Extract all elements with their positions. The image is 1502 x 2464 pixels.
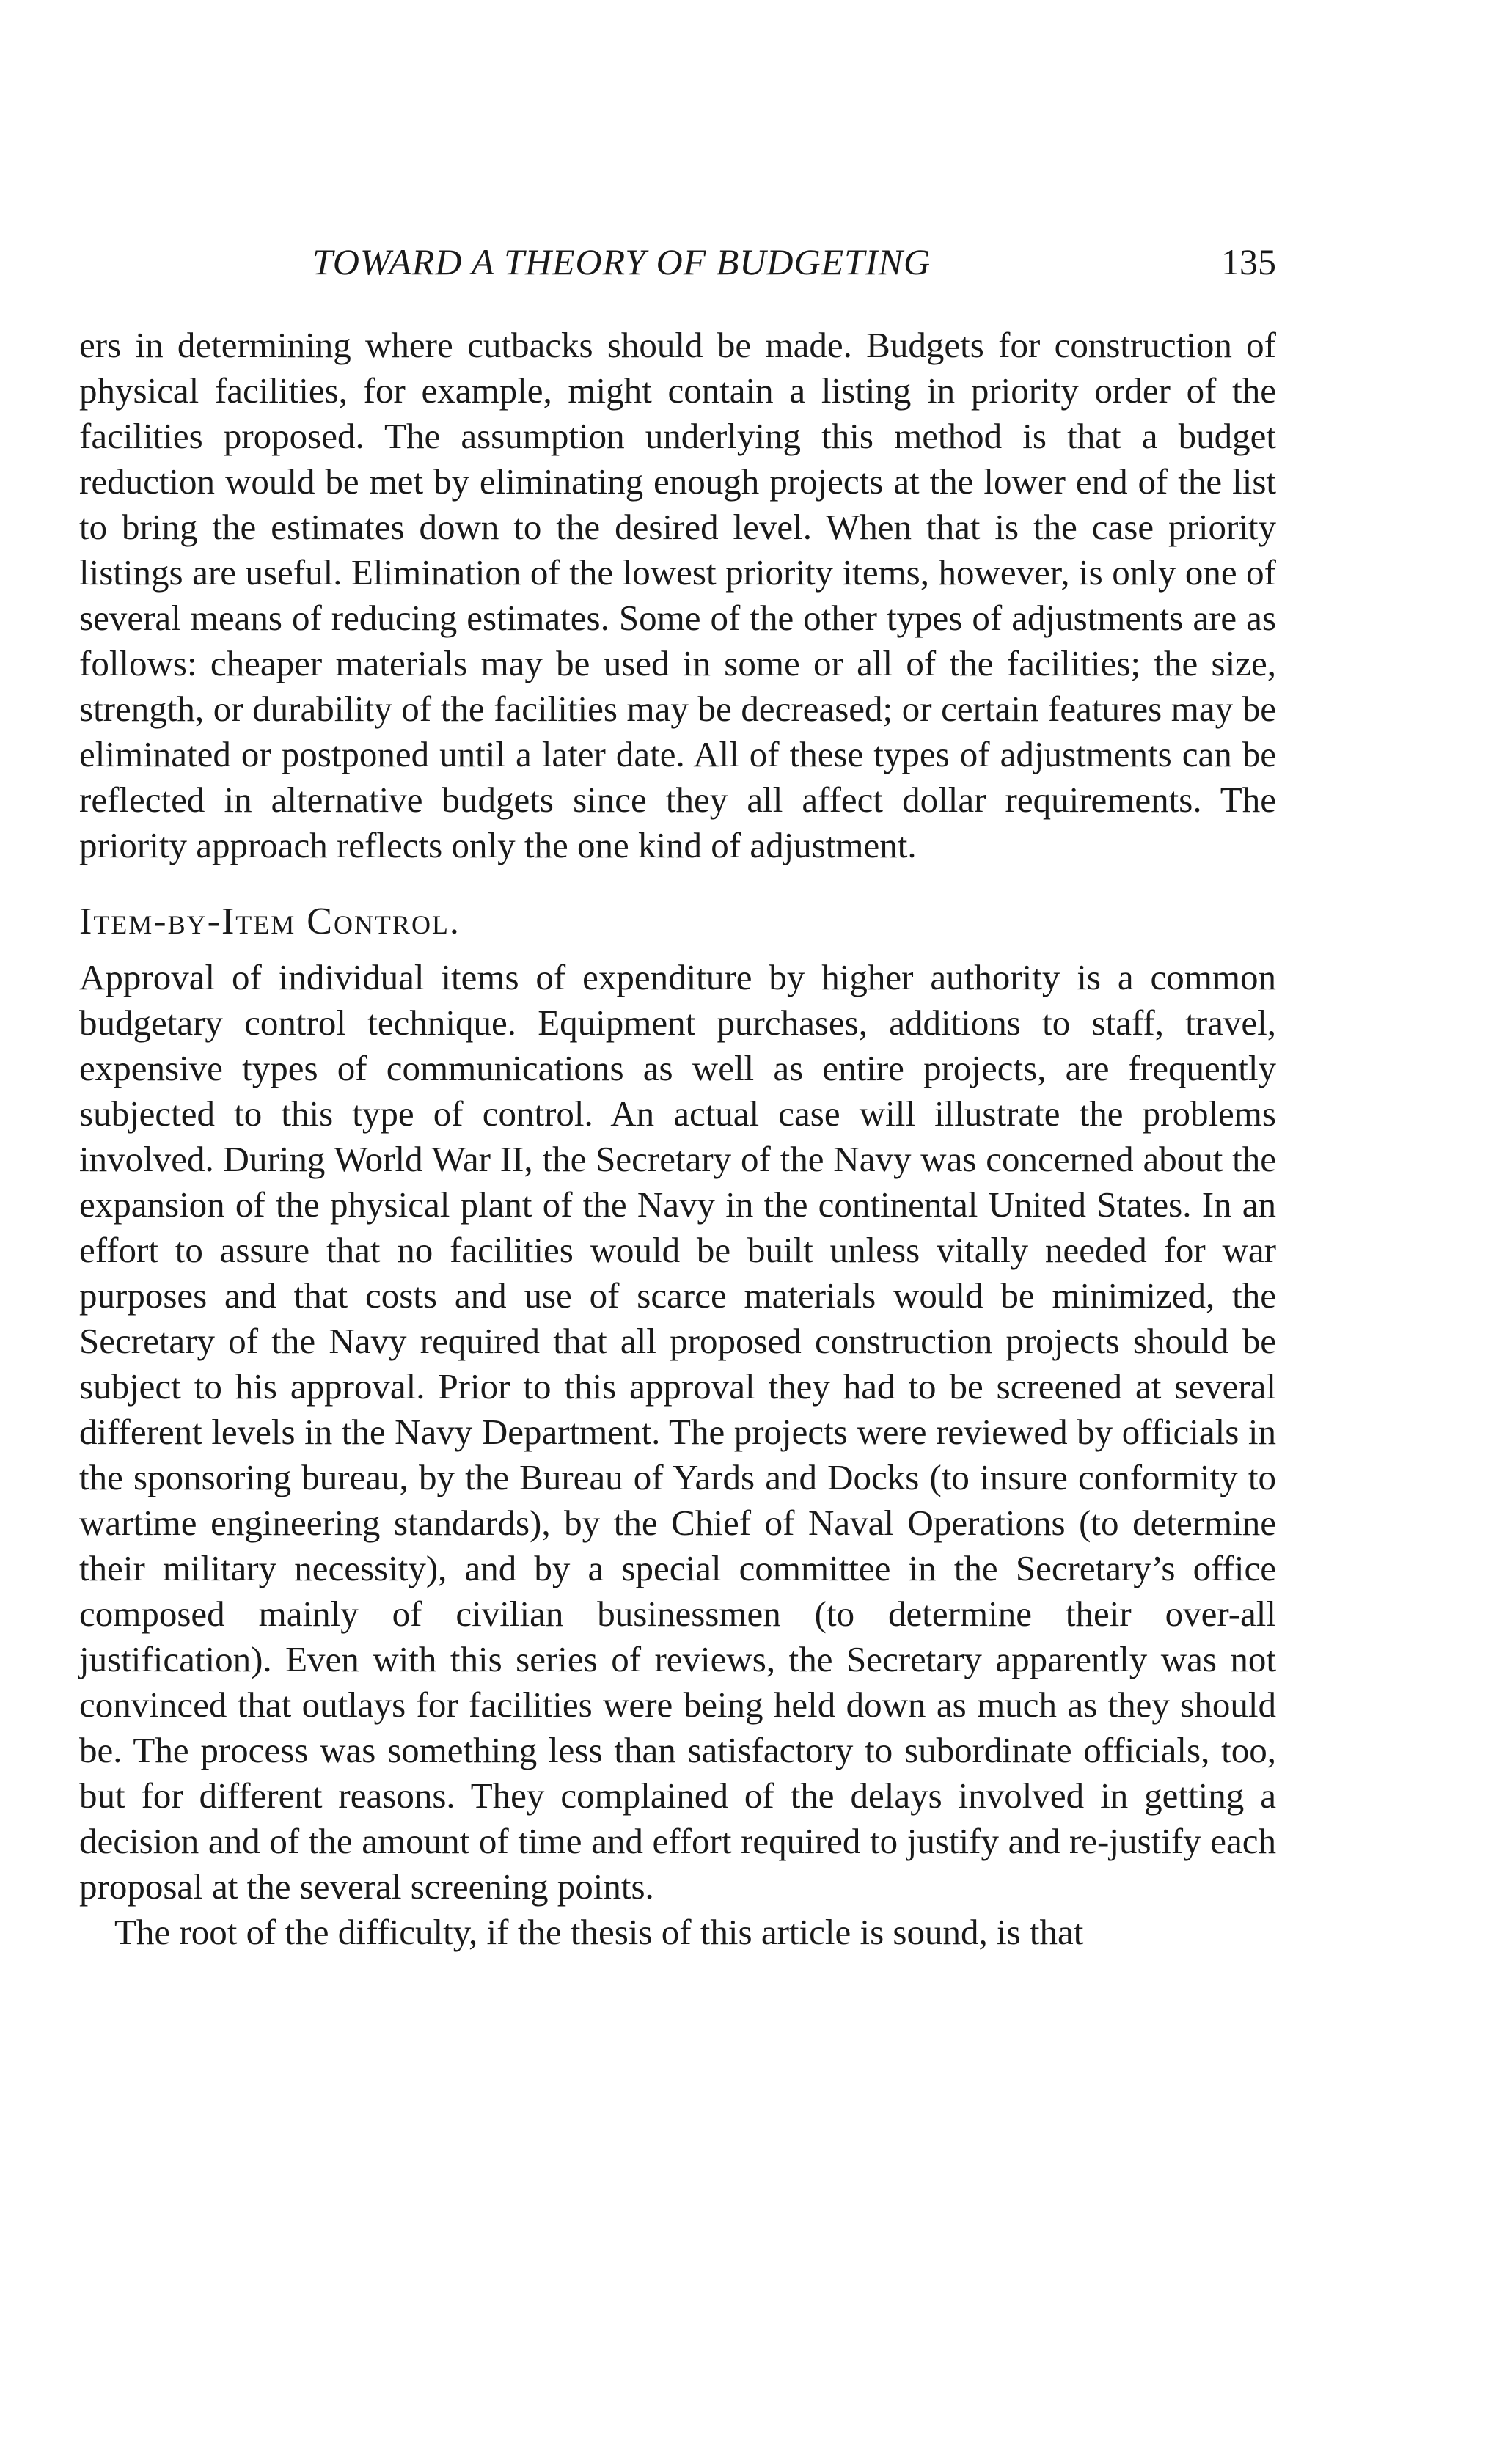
body-text [79,323,1276,1955]
paragraph: The root of the difficulty, if the thesis of this article is sound, is that [114,1912,1084,1952]
paragraph: Approval of individual items of expenditure by higher authority is a common budgetary control technique. Equipment purchases, additions to staff, travel, expensive types of communications as well as entire projects, are frequently subjected to this type of control. An actual case will illustrate the problems involved. During World War II, the Secretary of the Navy was concerned about the expansion of the physical plant of the Navy in the continental United States. In an effort to assure that no facilities would be built unless vitally needed for war purposes and that costs and use of scarce materials would be minimized, the Secretary of the Navy required that all proposed construction projects should be subject to his approval. Prior to this approval they had to be screened at several different levels in the Navy Department. The projects were reviewed by officials in the sponsoring bureau, by the Bureau of Yards and Docks (to insure conformity to wartime engineering standards), by the Chief of Naval Operations (to determine their military necessity), and by a special committee in the Secretary’s office composed mainly of civilian businessmen (to determine their over-all justification). Even with this series of reviews, the Secretary apparently was not convinced that outlays for facilities were being held down as much as they should be. The process was something less than satisfactory to subordinate officials, too, but for different reasons. They complained of the delays involved in getting a decision and of the amount of time and effort required to justify and re-justify each proposal at the several screening points. [79,957,1276,1907]
page-number: 135 [1221,241,1276,282]
running-head [79,241,1276,292]
running-head-title: TOWARD A THEORY OF BUDGETING [312,241,931,282]
paragraph-continued: ers in determining where cutbacks should be made. Budgets for construction of physical facilities, for example, might contain a listing in priority order of the facilities proposed. The assumption underlying this method is that a budget reduction would be met by eliminating enough projects at the lower end of the list to bring the estimates down to the desired level. When that is the case priority listings are useful. Elimination of the lowest priority items, however, is only one of several means of reducing estimates. Some of the other types of adjustments are as follows: cheaper materials may be used in some or all of the facilities; the size, strength, or durability of the facilities may be decreased; or certain features may be eliminated or postponed until a later date. All of these types of adjustments can be reflected in alternative budgets since they all affect dollar requirements. The priority approach reflects only the one kind of adjustment. [79,325,1276,865]
section-heading: Item-by-Item Control. [79,901,461,942]
